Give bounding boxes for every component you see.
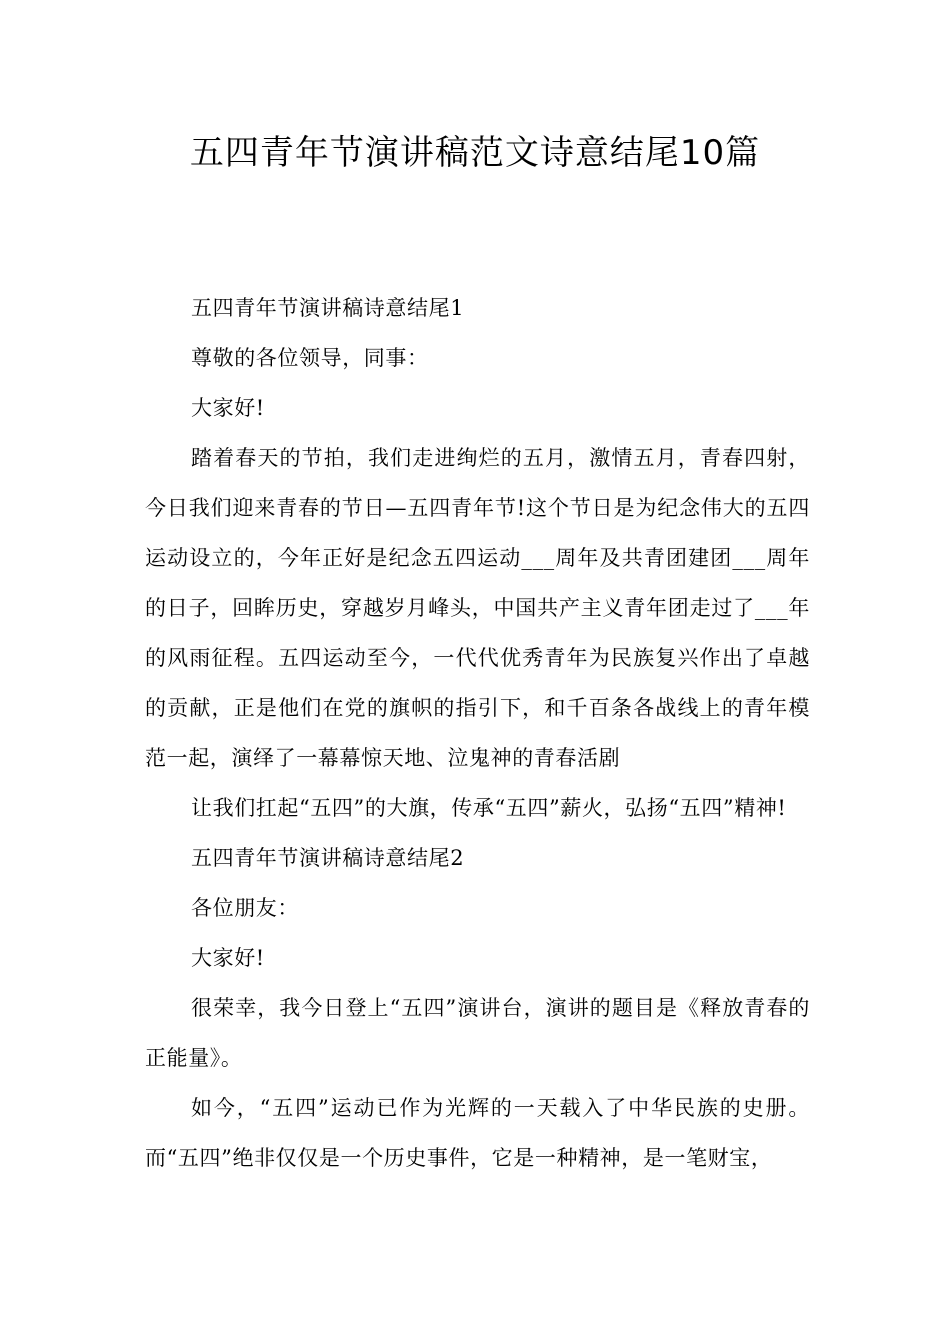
document-body	[145, 283, 810, 1183]
body-paragraph: 如今，“五四”运动已作为光辉的一天载入了中华民族的史册。而“五四”绝非仅仅是一个历史事件，它是一种精神，是一笔财宝，	[145, 1096, 810, 1170]
section-heading-1: 五四青年节演讲稿诗意结尾1	[191, 296, 465, 320]
greeting: 大家好!	[191, 946, 265, 970]
salutation: 尊敬的各位领导，同事：	[191, 346, 429, 370]
section-heading-2: 五四青年节演讲稿诗意结尾2	[191, 846, 465, 870]
body-paragraph: 踏着春天的节拍，我们走进绚烂的五月，激情五月，青春四射，今日我们迎来青春的节日—五四青年节!这个节日是为纪念伟大的五四运动设立的，今年正好是纪念五四运动___周年及共青团建团___周年的日子，回眸历史，穿越岁月峰头，中国共产主义青年团走过了___年的风雨征程。五四运动至今，一代代优秀青年为民族复兴作出了卓越的贡献，正是他们在党的旗帜的指引下，和千百条各战线上的青年模范一起，演绎了一幕幕惊天地、泣鬼神的青春活剧	[145, 446, 810, 770]
greeting: 大家好!	[191, 396, 265, 420]
salutation: 各位朋友：	[191, 896, 299, 920]
document-title: 五四青年节演讲稿范文诗意结尾10篇	[189, 133, 761, 173]
body-paragraph: 很荣幸，我今日登上“五四”演讲台，演讲的题目是《释放青春的正能量》。	[145, 996, 810, 1070]
body-paragraph: 让我们扛起“五四”的大旗，传承“五四”薪火，弘扬“五四”精神!	[191, 796, 787, 820]
